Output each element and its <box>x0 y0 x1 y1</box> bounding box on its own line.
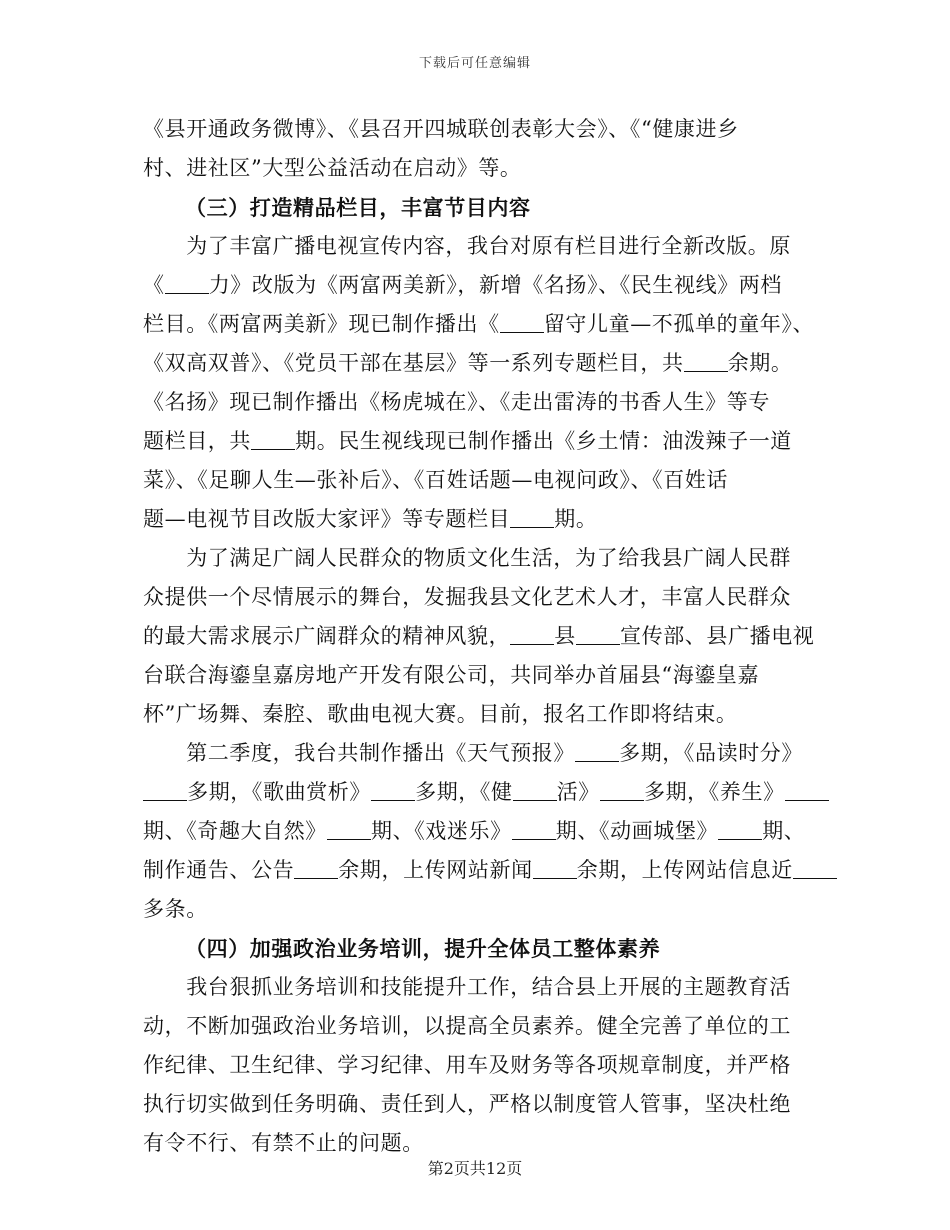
fill-in-blank <box>500 312 544 333</box>
page-header: 下载后可任意编辑 <box>418 56 531 71</box>
paragraph-line: 题栏目，共 期。民生视线现已制作播出《乡土情：油泼辣子一道 <box>143 429 792 453</box>
fill-in-blank <box>718 819 762 840</box>
paragraph-line: 多期，《歌曲赏析》 多期，《健 活》 多期，《养生》 <box>143 773 809 812</box>
fill-in-blank <box>684 351 728 372</box>
paragraph-line: 有令不行、有禁不止的问题。 <box>143 1131 424 1155</box>
paragraph-line: 台联合海鎏皇嘉房地产开发有限公司，共同举办首届县“海鎏皇嘉 <box>143 663 760 687</box>
paragraph-line: 《名扬》现已制作播出《杨虎城在》、《走出雷涛的书香人生》等专 <box>143 390 770 414</box>
paragraph-line: 《 力》改版为《两富两美新》，新增《名扬》、《民生视线》两档 <box>143 273 783 297</box>
paragraph-line: 期、《奇趣大自然》 期、《戏迷乐》 期、《动画城堡》 期、 <box>143 819 806 843</box>
fill-in-blank <box>512 819 556 840</box>
paragraph-line: 作纪律、卫生纪律、学习纪律、用车及财务等各项规章制度，并严格 <box>143 1053 791 1077</box>
fill-in-blank <box>294 858 338 879</box>
fill-in-blank <box>327 819 371 840</box>
paragraph-line: 众提供一个尽情展示的舞台，发掘我县文化艺术人才，丰富人民群众 <box>143 585 791 609</box>
fill-in-blank <box>533 858 577 879</box>
fill-in-blank <box>251 429 295 450</box>
fill-in-blank <box>143 780 187 801</box>
fill-in-blank <box>510 507 554 528</box>
fill-in-blank <box>576 624 620 645</box>
paragraph-line: 多条。 <box>143 897 208 921</box>
paragraph-line: 菜》、《足聊人生—张补后》、《百姓话题—电视问政》、《百姓话 <box>143 468 728 492</box>
paragraph-line: 《双高双普》、《党员干部在基层》等一系列专题栏目，共 余期。 <box>143 351 793 375</box>
fill-in-blank <box>513 780 557 801</box>
paragraph-line: 的最大需求展示广阔群众的精神风貌， 县 宣传部、县广播电视 <box>143 624 815 648</box>
page-footer: 第2页共12页 <box>427 1159 523 1178</box>
paragraph-line: 栏目。《两富两美新》现已制作播出《 留守儿童—不孤单的童年》、 <box>143 312 815 336</box>
fill-in-blank <box>510 624 554 645</box>
fill-in-blank <box>793 858 837 879</box>
paragraph-line: 制作通告、公告 余期，上传网站新闻 余期，上传网站信息近 <box>143 851 809 890</box>
paragraph-line: 执行切实做到任务明确、责任到人，严格以制度管人管事，坚决杜绝 <box>143 1092 791 1116</box>
section-heading: （三）打造精品栏目，丰富节目内容 <box>185 195 531 220</box>
paragraph-line: 为了满足广阔人民群众的物质文化生活，为了给我县广阔人民群 <box>143 546 791 570</box>
paragraph-line: 为了丰富广播电视宣传内容，我台对原有栏目进行全新改版。原 <box>143 234 791 258</box>
fill-in-blank <box>575 741 619 762</box>
document-body <box>143 110 815 1163</box>
paragraph-line: 第二季度，我台共制作播出《天气预报》 多期，《品读时分》 <box>143 741 803 765</box>
paragraph-line: 题—电视节目改版大家评》等专题栏目 期。 <box>143 507 598 531</box>
section-heading: （四）加强政治业务培训，提升全体员工整体素养 <box>185 936 661 961</box>
paragraph-line: 村、进社区”大型公益活动在启动》等。 <box>143 156 522 180</box>
paragraph-line: 杯”广场舞、秦腔、歌曲电视大赛。目前，报名工作即将结束。 <box>143 702 738 726</box>
fill-in-blank <box>785 780 829 801</box>
paragraph-line: 《县开通政务微博》、《县召开四城联创表彰大会》、《“健康进乡 <box>143 117 739 141</box>
paragraph-line: 我台狠抓业务培训和技能提升工作，结合县上开展的主题教育活 <box>143 975 791 999</box>
fill-in-blank <box>371 780 415 801</box>
fill-in-blank <box>165 273 209 294</box>
fill-in-blank <box>600 780 644 801</box>
paragraph-line: 动，不断加强政治业务培训，以提高全员素养。健全完善了单位的工 <box>143 1014 791 1038</box>
